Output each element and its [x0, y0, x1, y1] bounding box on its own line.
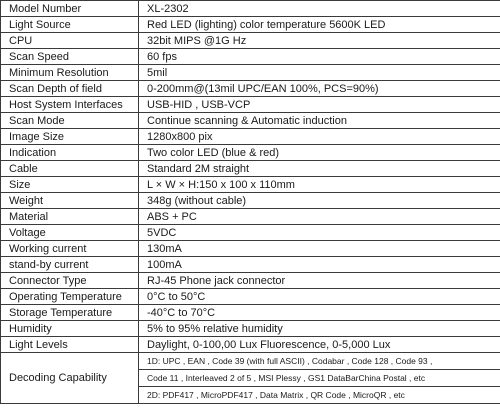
spec-value: 348g (without cable)	[139, 193, 500, 209]
spec-row-scan-depth-of-field	[1, 81, 500, 97]
spec-value: L × W × H:150 x 100 x 110mm	[139, 177, 500, 193]
spec-row-working-current	[1, 241, 500, 257]
spec-label: Humidity	[1, 321, 139, 337]
spec-label: Cable	[1, 161, 139, 177]
spec-label: Image Size	[1, 129, 139, 145]
spec-row-size	[1, 177, 500, 193]
spec-row-light-source	[1, 17, 500, 33]
spec-value: Continue scanning & Automatic induction	[139, 113, 500, 129]
decoding-line-2d: 2D: PDF417 , MicroPDF417 , Data Matrix , QR Code , MicroQR , etc	[139, 387, 500, 404]
spec-value: 130mA	[139, 241, 500, 257]
spec-label: Light Levels	[1, 337, 139, 353]
spec-label: Indication	[1, 145, 139, 161]
decoding-line-1d: 1D: UPC , EAN , Code 39 (with full ASCII) , Codabar , Code 128 , Code 93 ,	[139, 353, 500, 370]
spec-table-body	[1, 1, 500, 404]
spec-value: 60 fps	[139, 49, 500, 65]
spec-row-voltage	[1, 225, 500, 241]
spec-value: 1280x800 pix	[139, 129, 500, 145]
spec-value: 0°C to 50°C	[139, 289, 500, 305]
spec-value: 0-200mm@(13mil UPC/EAN 100%, PCS=90%)	[139, 81, 500, 97]
spec-value: 100mA	[139, 257, 500, 273]
spec-value: Standard 2M straight	[139, 161, 500, 177]
spec-row-storage-temperature	[1, 305, 500, 321]
spec-row-indication	[1, 145, 500, 161]
spec-label: Scan Speed	[1, 49, 139, 65]
spec-value: Two color LED (blue & red)	[139, 145, 500, 161]
spec-label: Size	[1, 177, 139, 193]
spec-row-scan-speed	[1, 49, 500, 65]
spec-value: Red LED (lighting) color temperature 5600K LED	[139, 17, 500, 33]
spec-label: Host System Interfaces	[1, 97, 139, 113]
spec-row-minimum-resolution	[1, 65, 500, 81]
spec-label: Model Number	[1, 1, 139, 17]
spec-row-host-system-interfaces	[1, 97, 500, 113]
decoding-label: Decoding Capability	[1, 353, 139, 404]
spec-row-cpu	[1, 33, 500, 49]
spec-label: Material	[1, 209, 139, 225]
spec-row-humidity	[1, 321, 500, 337]
spec-label: Scan Depth of field	[1, 81, 139, 97]
spec-value: RJ-45 Phone jack connector	[139, 273, 500, 289]
spec-row-model-number	[1, 1, 500, 17]
spec-label: Weight	[1, 193, 139, 209]
spec-value: XL-2302	[139, 1, 500, 17]
spec-value: 5VDC	[139, 225, 500, 241]
spec-value: Daylight, 0-100,00 Lux Fluorescence, 0-5,000 Lux	[139, 337, 500, 353]
spec-row-cable	[1, 161, 500, 177]
spec-label: Voltage	[1, 225, 139, 241]
spec-label: Storage Temperature	[1, 305, 139, 321]
spec-value: 32bit MIPS @1G Hz	[139, 33, 500, 49]
spec-row-weight	[1, 193, 500, 209]
spec-row-image-size	[1, 129, 500, 145]
spec-row-connector-type	[1, 273, 500, 289]
spec-value: 5mil	[139, 65, 500, 81]
spec-row-operating-temperature	[1, 289, 500, 305]
spec-row-stand-by-current	[1, 257, 500, 273]
spec-value: ABS + PC	[139, 209, 500, 225]
spec-label: Operating Temperature	[1, 289, 139, 305]
spec-value: -40°C to 70°C	[139, 305, 500, 321]
spec-label: Scan Mode	[1, 113, 139, 129]
spec-value: 5% to 95% relative humidity	[139, 321, 500, 337]
spec-row-light-levels	[1, 337, 500, 353]
spec-row-material	[1, 209, 500, 225]
spec-label: Working current	[1, 241, 139, 257]
decoding-line-1d-cont: Code 11 , Interleaved 2 of 5 , MSI Plessy , GS1 DataBarChina Postal , etc	[139, 370, 500, 387]
spec-label: Connector Type	[1, 273, 139, 289]
spec-row-decoding-1	[1, 353, 500, 370]
spec-label: CPU	[1, 33, 139, 49]
spec-label: Minimum Resolution	[1, 65, 139, 81]
spec-value: USB-HID , USB-VCP	[139, 97, 500, 113]
spec-label: stand-by current	[1, 257, 139, 273]
spec-row-scan-mode	[1, 113, 500, 129]
spec-label: Light Source	[1, 17, 139, 33]
